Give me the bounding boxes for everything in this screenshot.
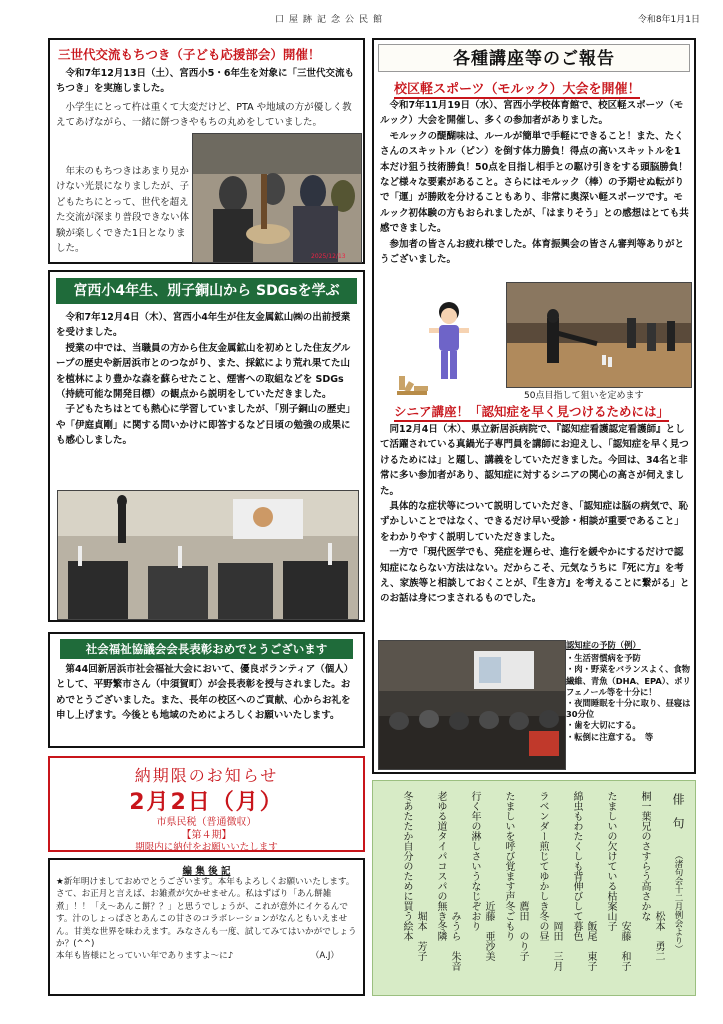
haiku-author: みうら 朱音 [449,911,460,971]
sdgs-paragraph-2: 授業の中では、当職員の方から住友金属鉱山を初めとした住友グループの歴史や新居浜市とのつながり、また、採鉱により荒れ果てた山を植林により豊かな森を蘇らせたこと、煙害への取組などを SDGs（持続可能な開発目標）の観点から説明をしていただきました。 [56,342,351,401]
deadline-tax-type: 市県民税（普通徴収） [156,817,257,828]
newsletter-title: 口屋跡記念公民館 [275,15,388,25]
award-section [48,632,365,748]
report-section [372,38,696,774]
prevention-item: ・夜間睡眠を十分に取り、昼寝は30分位 [566,698,691,720]
sdgs-title: 宮西小4年生、別子銅山から SDGsを学ぶ [56,278,357,304]
postscript-body: さて、お正月と言えば、お雑煮が欠かせません。私はずばり「あん餅雑煮」！！「え～あんこ餅？？」と思うでしょうが、これが意外にイケるんです。汁のしょっぱさとあんこの甘さのコラボレーションがなんともいえません。甘美な世界を味わえます。みなさんも一度、試してみてはいかがでしょうか？(^^) [56,889,357,950]
deadline-title: 納期限のお知らせ [134,766,279,785]
lecture-photo [378,640,566,770]
haiku-poem: 綿虫もわたくしも背伸びして暮色 [571,791,582,941]
mochi-paragraph-3: 年末のもちつきはあまり見かけない光景になりましたが、子どもたちにとって、世代を超えた交流が深まり普段できない体験が楽しくできた1日となりました。 [56,166,190,255]
page-header [30,10,700,26]
molkky-player-illustration [394,298,504,398]
senior-paragraph-2: 具体的な症状等について説明していただき、「認知症は脳の病気で、恥ずかしいことではなく、できるだけ早い受診・相談が重要であること」をわかりやすく説明していただきました。 [380,501,688,543]
award-title: 社会福祉協議会会長表彰おめでとうございます [60,639,353,659]
sport-paragraph-1: 令和7年11月19日（水）、宮西小学校体育館で、校区軽スポーツ（モルック）大会を開催し、多くの参加者がありました。 [380,100,684,127]
photo-date-stamp: 2025/12/13 [311,253,346,260]
sdgs-paragraph-1: 令和7年12月4日（木）、宮西小4年生が住友金属鉱山㈱の出前授業を受けました。 [56,312,351,339]
haiku-poem: 冬あたたか自分のために買う絵本 [401,791,412,941]
issue-date: 令和8年1月1日 [637,15,700,25]
prevention-item: ・転倒に注意する。 等 [566,731,654,742]
postscript-signature: （A.J） [310,951,339,962]
haiku-poem: 行く年の淋しさいうなじぞおり [469,791,480,931]
haiku-author: 安藤 和子 [619,921,630,971]
postscript-section [48,858,365,996]
senior-paragraph-3: 一方で「現代医学でも、発症を遅らせ、進行を緩やかにするだけで認知症にならない方法はない。だからこそ、元気なうちに『死に方』を考え、家族等と相談しておくことが、『生き方』を考えることに繋がる」とのお話は身につまされるものでした。 [380,547,690,605]
mochi-photo [192,133,362,263]
mochi-section [48,38,365,264]
senior-title: シニア講座！「認知症を早く見つけるためには」 [394,402,669,422]
haiku-author: 薦田 のり子 [517,901,528,961]
postscript-greeting: ★新年明けましておめでとうございます。本年もよろしくお願いいたします。 [56,877,355,887]
deadline-note: 期限内に納付をお願いいたします [135,842,278,853]
sdgs-section [48,270,365,622]
haiku-poem: 桐一葉兄のさすらう高さかな [639,791,650,921]
prevention-box [566,640,694,770]
haiku-poem: 老ゆる道タイパコスパの無き冬隣 [435,791,446,941]
report-banner: 各種講座等のご報告 [378,44,690,72]
prevention-item: ・歯を大切にする。 [566,720,641,731]
deadline-date: 2月2日（月） [129,790,284,815]
haiku-poem: たましいの欠けている枯案山子 [605,791,616,931]
mochi-title: 三世代交流もちつき（子ども応援部会）開催！ [58,47,321,62]
prevention-item: ・生活習慣病を予防 [566,653,641,664]
sport-title: 校区軽スポーツ（モルック）大会を開催！ [394,78,640,99]
haiku-author: 松本 勇二 [653,911,664,961]
sport-paragraph-2: モルックの醍醐味は、ルールが簡単で手軽にできること！また、たくさんのスキットル（ピン）を倒す体力勝負！得点の高いスキットルを1本だけ狙う技術勝負！50点を目指し相手との駆け引きをする頭脳勝負！など様々な要素があること。さらにはモルック（棒）の予期せぬ転がりで「運」が勝敗を分けることもあり、非常に奥深い軽スポーツです。モルック初体験の方もおられましたが、「はまりそう」との感想はとても共感できました。 [380,130,689,235]
haiku-poem: ラベンダー煎じてゆかしき冬の昼 [537,791,548,941]
prevention-title: 認知症の予防（例） [566,640,641,650]
postscript-title: 編 集 後 記 [182,866,231,877]
deadline-period: 【第４期】 [181,830,232,841]
haiku-author: 飯尾 東子 [585,921,596,971]
mochi-paragraph-2: 小学生にとって杵は重くて大変だけど、PTA や地域の方が優しく教えてあげながら、一緒に餅つきやもちの丸めをしていました。 [56,102,352,129]
classroom-photo [57,490,359,620]
sdgs-paragraph-3: 子どもたちはとても熱心に学習していましたが、「別子銅山の歴史」や「伊庭貞剛」に関する問いかけに即答するなど日頃の勉強の成果にも感心しました。 [56,404,356,447]
haiku-subheading: （渚句会十二月例会より） [673,851,683,953]
haiku-section [372,780,696,996]
haiku-author: 岡田 三月 [551,921,562,971]
senior-paragraph-1: 同12月4日（木）、県立新居浜病院で、『認知症看護認定看護師』として活躍されている真鍋光子専門員を講師にお迎えし、「認知症を早く見つけるためには」と題し、講義をしていただきました。今回は、34名と非常に多い参加者があり、認知症に対するシニアの関心の高さが伺えました。 [380,424,689,497]
haiku-poem: たましいを呼び覚ます声冬ごもり [503,791,514,941]
haiku-author: 堀本 芳子 [415,911,426,961]
mochi-paragraph-1: 令和7年12月13日（土）、宮西小5・6年生を対象に「三世代交流もちつき」を実施しました。 [56,68,355,95]
haiku-heading: 俳 句 [671,793,685,829]
postscript-closing: 本年も皆様にとっていい年でありますよ～に♪ [56,951,234,962]
prevention-item: ・肉・野菜をバランスよく、食物繊維、青魚（DHA、EPA）、ポリフェノール等を十分に！ [566,664,691,697]
deadline-section [48,756,365,852]
award-paragraph: 第44回新居浜市社会福祉大会において、優良ボランティア（個人）として、平野繁市さん（中須賀町）が会長表彰を授与されました。おめでとうございました。また、長年の校区へのご貢献、心からお礼を申し上げます。今後とも地域のためによろしくお願いいたします。 [56,664,354,722]
haiku-author: 近藤 亜沙美 [483,901,494,961]
sport-photo-caption: 50点目指して狙いを定めます [524,391,644,401]
molkky-game-photo [506,282,692,388]
sport-paragraph-3: 参加者の皆さんお疲れ様でした。体育振興会の皆さん審判等ありがとうございました。 [380,238,685,266]
